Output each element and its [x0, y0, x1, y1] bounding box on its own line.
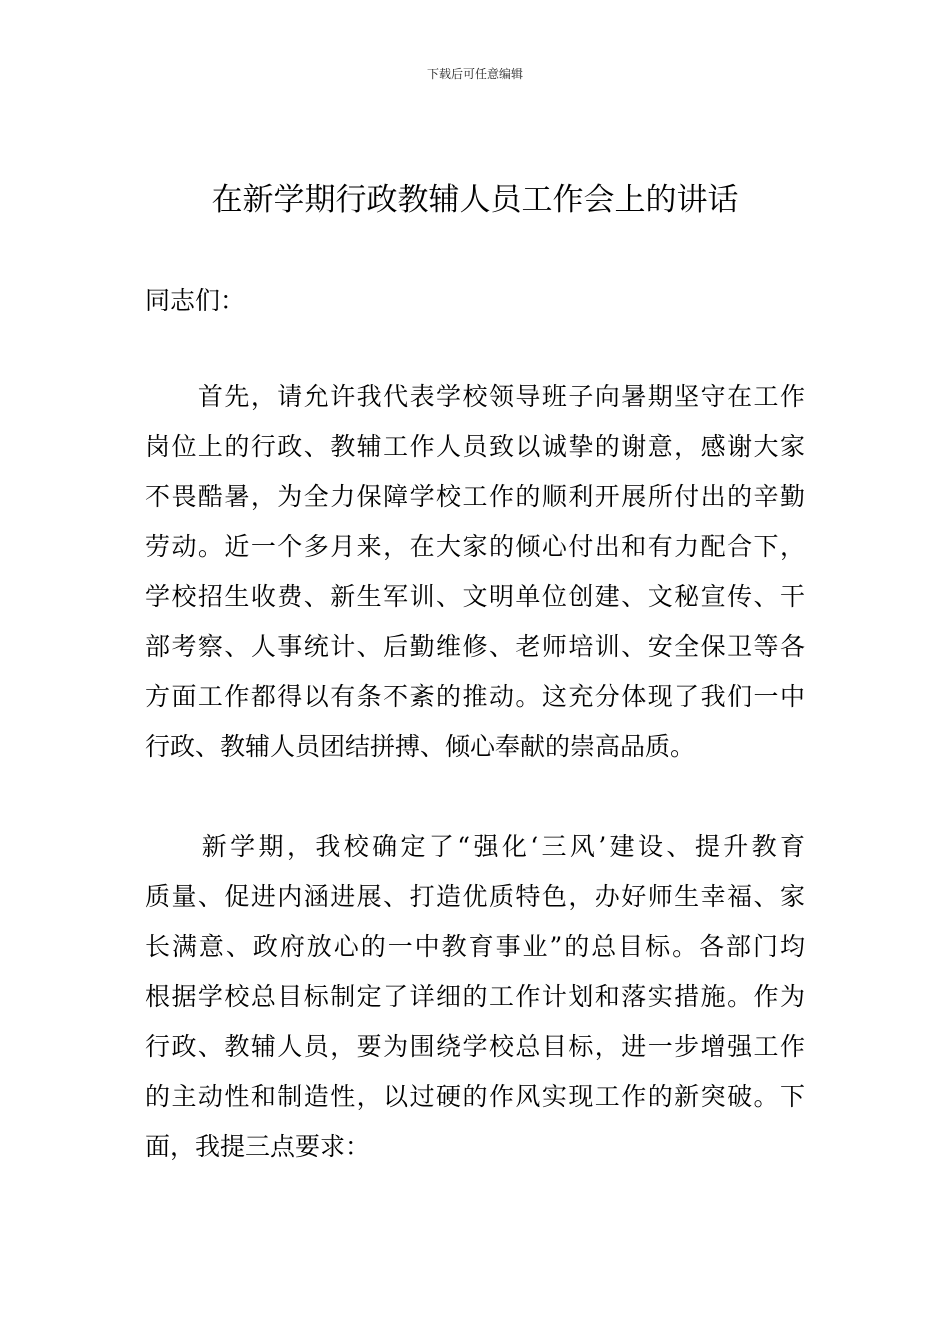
- paragraph-line: 方面工作都得以有条不紊的推动。这充分体现了我们一中: [145, 682, 805, 711]
- paragraph-line: 学校招生收费、新生军训、文明单位创建、文秘宣传、干: [145, 582, 805, 611]
- paragraph-line: 面，我提三点要求：: [145, 1132, 371, 1161]
- paragraph-line: 行政、教辅人员，要为围绕学校总目标，进一步增强工作: [145, 1032, 805, 1061]
- header-note: 下载后可任意编辑: [426, 67, 523, 81]
- document-title: 在新学期行政教辅人员工作会上的讲话: [211, 182, 739, 218]
- paragraph-line: 新学期，我校确定了“强化‘三风’建设、提升教育: [145, 832, 805, 861]
- paragraph-1: [145, 372, 805, 772]
- paragraph-line: 岗位上的行政、教辅工作人员致以诚挚的谢意，感谢大家: [145, 432, 805, 461]
- paragraph-line: 行政、教辅人员团结拼搏、倾心奉献的崇高品质。: [145, 732, 696, 761]
- paragraph-line: 不畏酷暑，为全力保障学校工作的顺利开展所付出的辛勤: [145, 482, 805, 511]
- paragraph-line: 质量、促进内涵进展、打造优质特色，办好师生幸福、家: [145, 882, 805, 911]
- paragraph-line: 的主动性和制造性，以过硬的作风实现工作的新突破。下: [145, 1082, 805, 1111]
- paragraph-line: 根据学校总目标制定了详细的工作计划和落实措施。作为: [145, 982, 805, 1011]
- paragraph-line: 长满意、政府放心的一中教育事业”的总目标。各部门均: [145, 932, 805, 961]
- salutation: 同志们：: [145, 286, 246, 315]
- paragraph-line: 首先，请允许我代表学校领导班子向暑期坚守在工作: [145, 382, 805, 411]
- paragraph-line: 劳动。近一个多月来，在大家的倾心付出和有力配合下，: [145, 532, 805, 561]
- paragraph-2: [145, 822, 805, 1172]
- paragraph-line: 部考察、人事统计、后勤维修、老师培训、安全保卫等各: [145, 632, 805, 661]
